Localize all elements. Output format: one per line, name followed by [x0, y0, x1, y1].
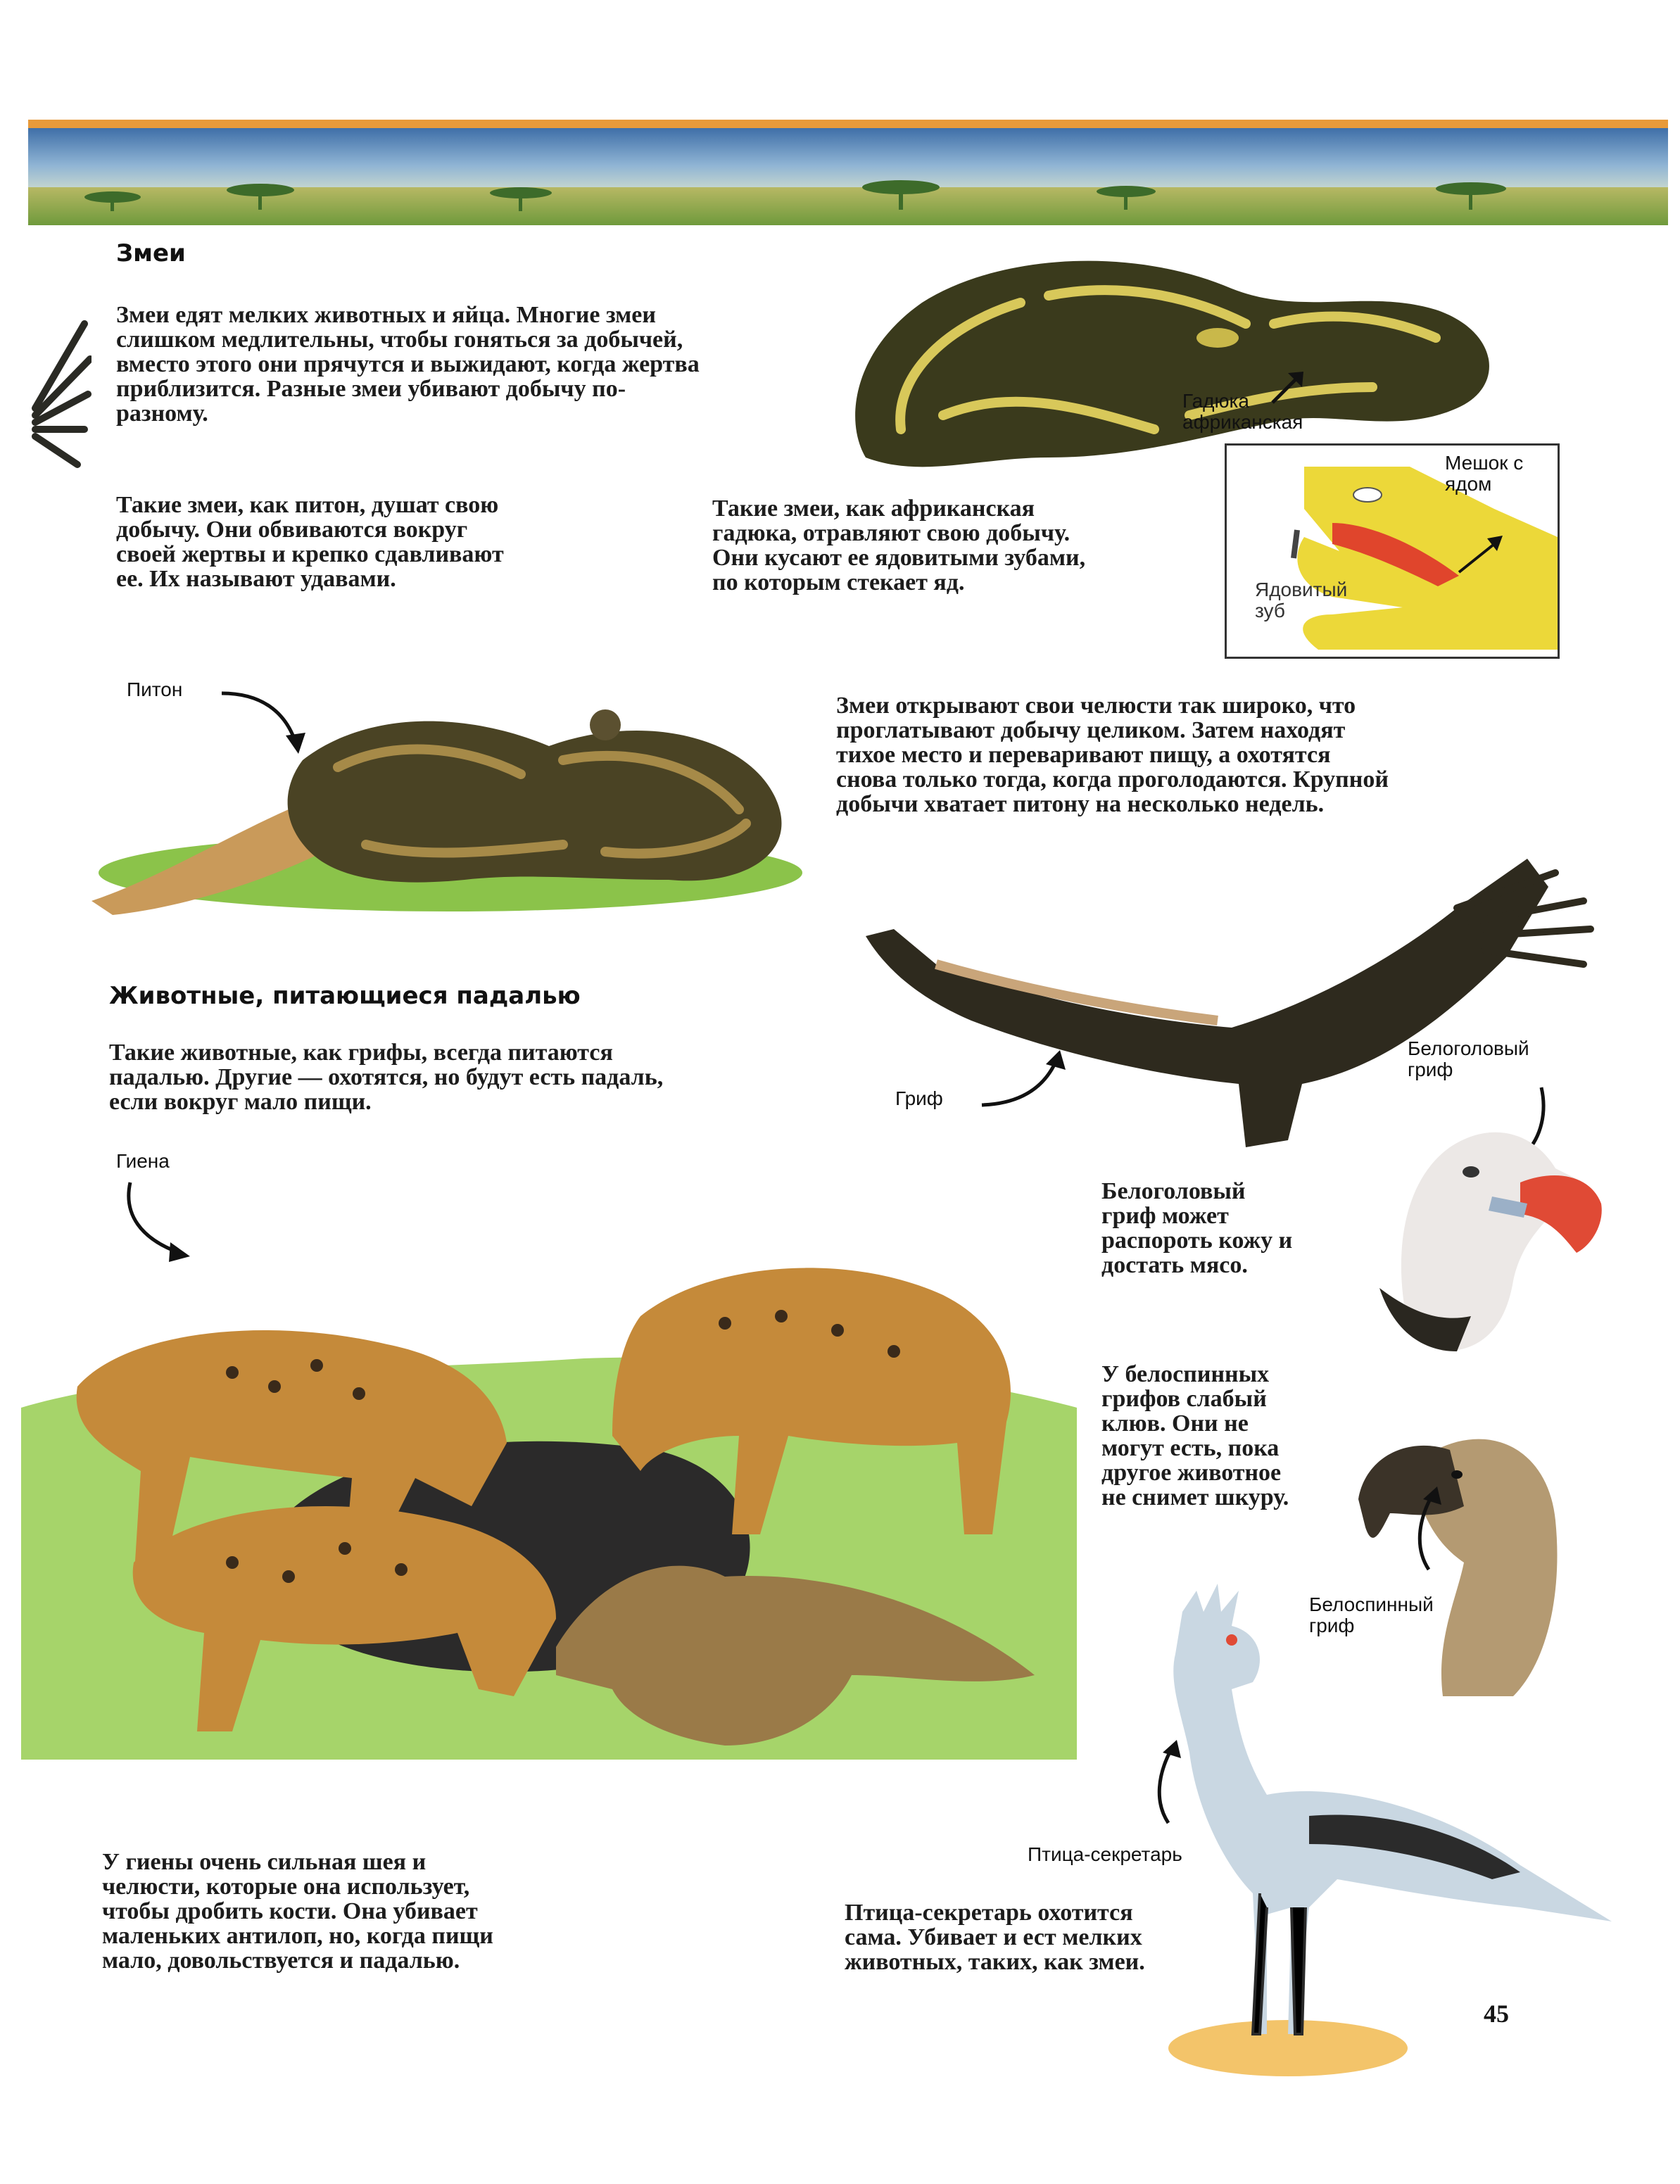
secretary-bird-label: Птица-секретарь — [1028, 1843, 1182, 1865]
pointer-arrow-icon — [1408, 1485, 1450, 1577]
text-line: гадюка, отравляют свою добычу. — [712, 520, 1070, 546]
label-line: африканская — [1182, 411, 1303, 433]
text-line: У белоспинных — [1101, 1361, 1270, 1387]
text-span: . — [959, 569, 965, 595]
text-line: если вокруг мало пищи. — [109, 1089, 372, 1115]
text-span: ее. Их называют — [116, 566, 301, 592]
text-line: распороть кожу и — [1101, 1227, 1293, 1254]
text-line: тихое место и переваривают пищу, а охотятся — [836, 742, 1331, 768]
text-span: по которым стекает — [712, 569, 934, 595]
text-span: Они кусают ее — [712, 545, 876, 571]
fang-label — [1255, 579, 1347, 621]
text-line: своей жертвы и крепко сдавливают — [116, 541, 504, 567]
label-line: ядом — [1445, 473, 1492, 495]
text-line: Такие змеи, как питон, душат свою — [116, 492, 499, 518]
glossary-term: яд — [933, 569, 959, 595]
hyena-paragraph — [102, 1850, 493, 1973]
constrictors-paragraph — [116, 493, 504, 591]
text-line: проглатывают добычу целиком. Затем находят — [836, 717, 1346, 743]
text-line: клюв. Они не — [1101, 1410, 1249, 1437]
text-line: Такие змеи, как африканская — [712, 495, 1035, 522]
text-line: гриф может — [1101, 1203, 1229, 1229]
secretary-bird-illustration — [1126, 1584, 1633, 2083]
pointer-arrow-icon — [1267, 366, 1309, 408]
label-line: гриф — [1408, 1059, 1453, 1080]
text-line: Змеи открывают свои челюсти так широко, что — [836, 693, 1356, 719]
label-line: Ядовитый — [1255, 579, 1348, 600]
text-line: могут есть, пока — [1101, 1435, 1280, 1461]
hyenas-feeding-illustration — [21, 1140, 1077, 1760]
text-line: другое животное — [1101, 1460, 1282, 1486]
python-illustration — [70, 669, 816, 936]
text-line: Змеи едят мелких животных и яйца. Многие змеи — [116, 302, 656, 328]
label-line: зуб — [1255, 600, 1285, 621]
text-line: разному. — [116, 400, 208, 427]
text-span: . — [390, 566, 396, 592]
python-label: Питон — [127, 678, 183, 700]
hyena-label: Гиена — [116, 1150, 170, 1172]
pointer-arrow-icon — [978, 1049, 1070, 1112]
text-line: достать мясо. — [1101, 1252, 1248, 1278]
text-span: , — [1079, 545, 1086, 571]
label-line: Мешок с — [1445, 452, 1524, 474]
page-number: 45 — [1484, 2000, 1509, 2028]
venom-sac-label — [1445, 453, 1523, 495]
wing-fragment-illustration — [28, 310, 91, 493]
label-line: гриф — [1309, 1615, 1355, 1636]
label-line: Белоспинный — [1309, 1593, 1434, 1615]
text-line: снова только тогда, когда проголодаются. Крупной — [836, 766, 1389, 793]
vulture-label: Гриф — [895, 1087, 943, 1109]
white-headed-vulture-label — [1408, 1038, 1529, 1080]
text-line: чтобы дробить кости. Она убивает — [102, 1898, 478, 1924]
label-line: Гадюка — [1182, 390, 1249, 412]
white-backed-vulture-paragraph — [1101, 1362, 1289, 1510]
text-line: добычи хватает питону на несколько недель. — [836, 791, 1325, 817]
text-line: животных, таких, как змеи. — [845, 1949, 1145, 1975]
text-line — [712, 545, 1085, 570]
text-line — [712, 570, 1085, 595]
text-line: приблизится. Разные змеи убивают добычу по- — [116, 376, 626, 402]
text-line: не снимет шкуру. — [1101, 1484, 1289, 1510]
text-line: Птица-секретарь охотится — [845, 1900, 1133, 1926]
swallow-paragraph — [836, 693, 1389, 816]
text-line: вместо этого они прячутся и выжидают, когда жертва — [116, 351, 700, 377]
white-headed-vulture-paragraph — [1101, 1179, 1292, 1277]
pointer-arrow-icon — [1147, 1738, 1189, 1830]
text-line: У гиены очень сильная шея и — [102, 1849, 427, 1875]
snakes-intro-paragraph — [116, 303, 700, 426]
secretary-bird-paragraph — [845, 1900, 1145, 1974]
glossary-term: удавами — [301, 566, 391, 592]
label-line: Белоголовый — [1408, 1037, 1529, 1059]
venom-paragraph — [712, 496, 1085, 595]
savanna-banner — [28, 120, 1668, 225]
text-line: сама. Убивает и ест мелких — [845, 1924, 1142, 1950]
text-line: падалью. Другие — охотятся, но будут есть падаль, — [109, 1064, 664, 1090]
text-line: маленьких антилоп, но, когда пищи — [102, 1923, 493, 1949]
text-line: добычу. Они обвиваются вокруг — [116, 517, 468, 543]
white-headed-vulture-illustration — [1365, 1098, 1626, 1358]
text-line: мало, довольствуется и падалью. — [102, 1948, 460, 1974]
text-line: челюсти, которые она использует, — [102, 1874, 470, 1900]
venom-diagram-box — [1225, 443, 1560, 659]
text-line: слишком медлительны, чтобы гоняться за добычей, — [116, 327, 683, 353]
glossary-term: ядовитыми зубами — [875, 545, 1080, 571]
text-line: грифов слабый — [1101, 1386, 1267, 1412]
scavengers-heading: Животные, питающиеся падалью — [109, 982, 581, 1010]
scavengers-intro-paragraph — [109, 1040, 663, 1114]
snakes-heading: Змеи — [116, 239, 186, 267]
text-line — [116, 567, 504, 591]
text-line: Такие животные, как грифы, всегда питаются — [109, 1040, 613, 1066]
text-line: Белоголовый — [1101, 1178, 1246, 1204]
